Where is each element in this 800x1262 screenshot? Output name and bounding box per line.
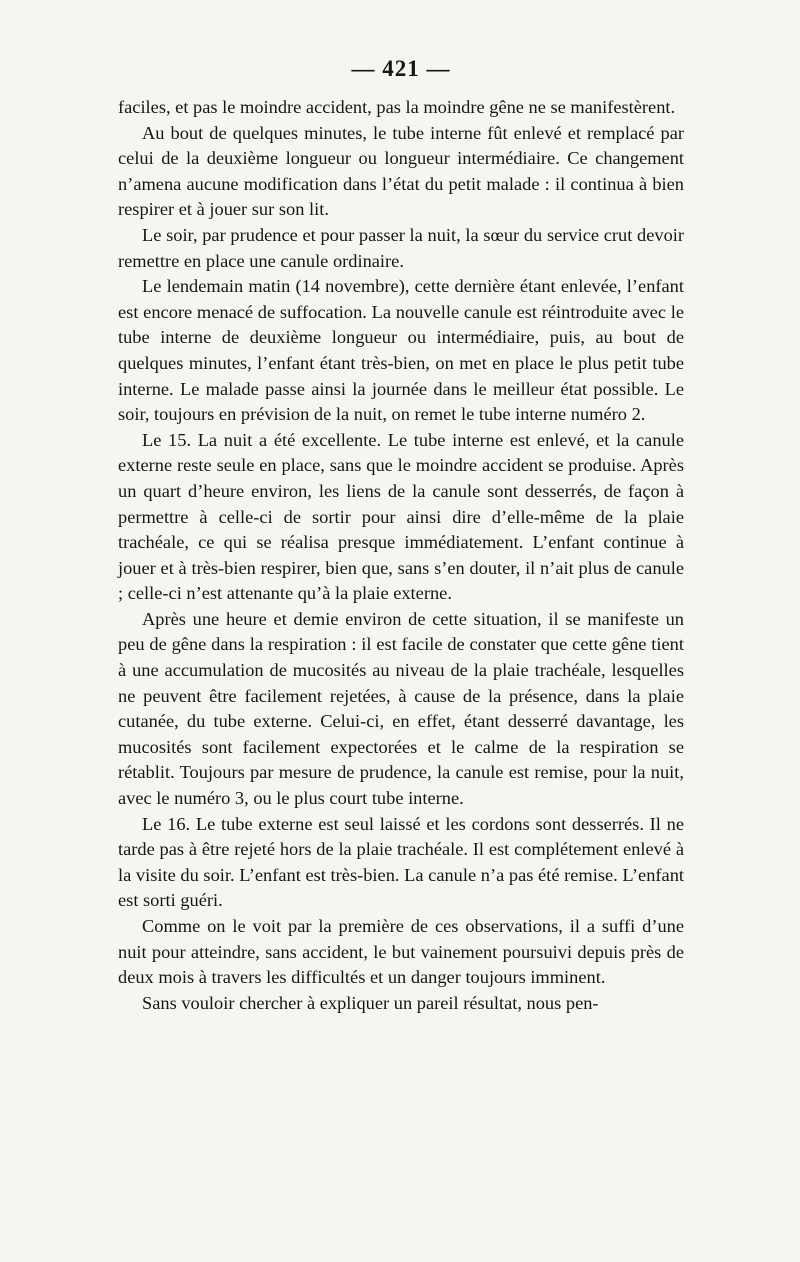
paragraph: Au bout de quelques minutes, le tube interne fût enlevé et remplacé par celui de la deuxième longueur ou longueur intermédiaire. Ce changement n’amena aucune modification dans l’état du petit malade : il continua à bien respirer et à jouer sur son lit.: [118, 122, 684, 220]
paragraph: Comme on le voit par la première de ces observations, il a suffi d’une nuit pour atteindre, sans accident, le but vainement poursuivi depuis près de deux mois à travers les difficultés et un danger toujours imminent.: [118, 916, 684, 988]
paragraph: faciles, et pas le moindre accident, pas la moindre gêne ne se manifestèrent.: [118, 97, 676, 117]
paragraph: Le lendemain matin (14 novembre), cette dernière étant enlevée, l’enfant est encore menacé de suffocation. La nouvelle canule est réintroduite avec le tube interne de deuxième longueur ou intermédiaire, puis, au bout de quelques minutes, l’enfant étant très-bien, on met en place le plus petit tube interne. Le malade passe ainsi la journée dans le meilleur état possible. Le soir, toujours en prévision de la nuit, on remet le tube interne numéro 2.: [118, 276, 684, 425]
book-page: [118, 54, 684, 1016]
paragraph: Après une heure et demie environ de cette situation, il se manifeste un peu de gêne dans la respiration : il est facile de constater que cette gêne tient à une accumulation de mucosités au niveau de la plaie trachéale, lesquelles ne peuvent être facilement rejetées, à cause de la présence, dans la plaie cutanée, du tube externe. Celui-ci, en effet, étant desserré davantage, les mucosités sont facilement expectorées et le calme de la respiration se rétablit. Toujours par mesure de prudence, la canule est remise, pour la nuit, avec le numéro 3, ou le plus court tube interne.: [118, 608, 684, 809]
paragraph: Le 16. Le tube externe est seul laissé et les cordons sont desserrés. Il ne tarde pas à être rejeté hors de la plaie trachéale. Il est complétement enlevé à la visite du soir. L’enfant est très-bien. La canule n’a pas été remise. L’enfant est sorti guéri.: [118, 813, 684, 911]
page-number: — 421 —: [351, 56, 451, 81]
body-text: [118, 95, 684, 1016]
paragraph: Sans vouloir chercher à expliquer un pareil résultat, nous pen-: [142, 992, 599, 1013]
paragraph: Le soir, par prudence et pour passer la nuit, la sœur du service crut devoir remettre en place une canule ordinaire.: [118, 224, 684, 271]
paragraph: Le 15. La nuit a été excellente. Le tube interne est enlevé, et la canule externe reste seule en place, sans que le moindre accident se produise. Après un quart d’heure environ, les liens de la canule sont desserrés, de façon à permettre à celle-ci de sortir pour ainsi dire d’elle-même de la plaie trachéale, ce qui se réalisa presque immédiatement. L’enfant continue à jouer et à très-bien respirer, bien que, sans s’en douter, il n’ait plus de canule ; celle-ci n’est attenante qu’à la plaie externe.: [118, 429, 684, 604]
